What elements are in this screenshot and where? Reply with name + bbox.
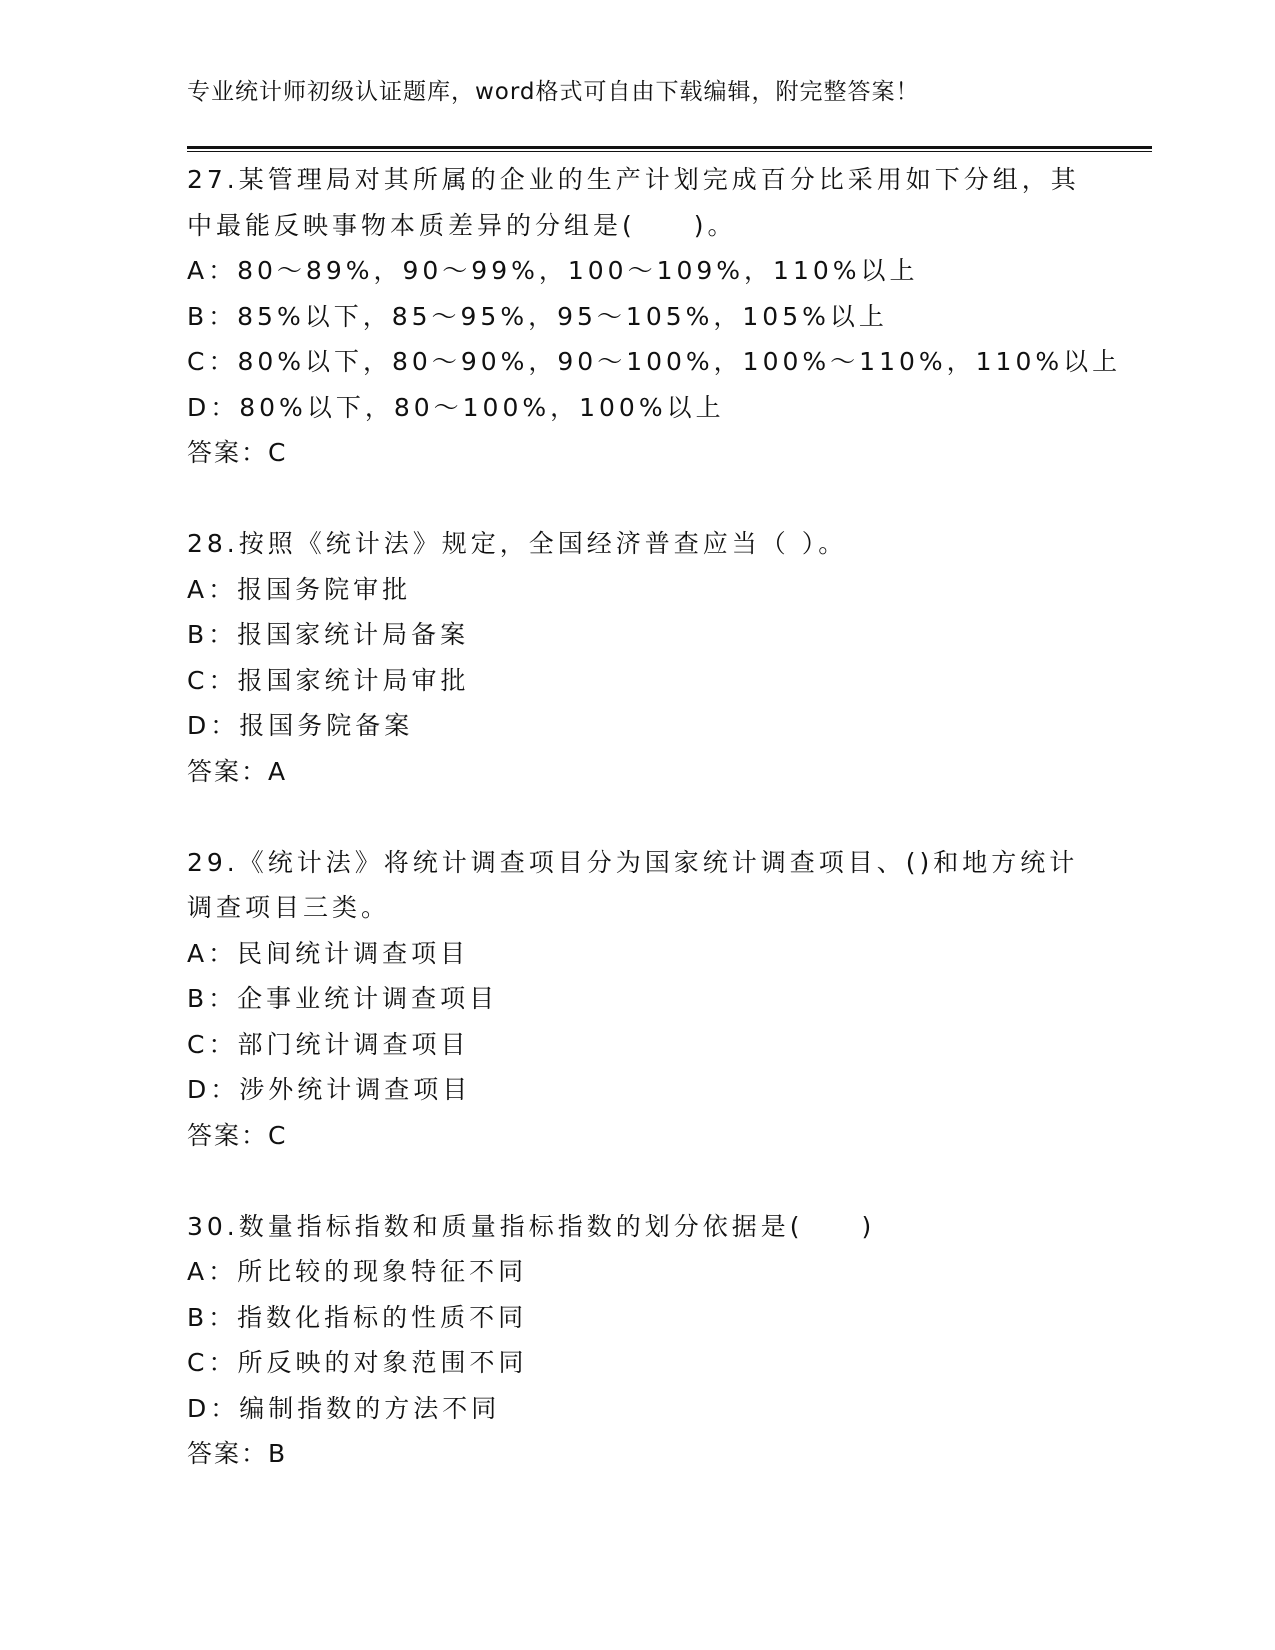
spacer — [187, 794, 1087, 840]
option-d: D：报国务院备案 — [187, 711, 414, 740]
option-b: B：企事业统计调查项目 — [187, 984, 499, 1013]
option-c: C：80%以下，80～90%，90～100%，100%～110%，110%以上 — [187, 347, 1122, 376]
option-a: A：80～89%，90～99%，100～109%，110%以上 — [187, 256, 919, 285]
option-d: D：编制指数的方法不同 — [187, 1393, 501, 1423]
question-text: 30.数量指标指数和质量指标指数的划分依据是( ) — [187, 1211, 876, 1241]
answer: 答案：C — [187, 1120, 288, 1150]
header-text: 专业统计师初级认证题库，word格式可自由下载编辑，附完整答案！ — [187, 79, 920, 105]
question-list — [187, 157, 1122, 1477]
option-b: B：指数化指标的性质不同 — [187, 1302, 528, 1332]
spacer — [187, 1158, 1087, 1204]
question-28 — [187, 521, 1087, 794]
question-text: 调查项目三类。 — [187, 893, 391, 922]
option-d: D：80%以下，80～100%，100%以上 — [187, 392, 725, 422]
option-c: C：部门统计调查项目 — [187, 1029, 470, 1059]
option-a: A：所比较的现象特征不同 — [187, 1257, 528, 1286]
answer: 答案：C — [187, 438, 288, 467]
question-29 — [187, 840, 1087, 1159]
spacer — [187, 476, 1087, 522]
question-27 — [187, 157, 1122, 476]
option-b: B：85%以下，85～95%，95～105%，105%以上 — [187, 301, 888, 331]
question-text: 28.按照《统计法》规定，全国经济普查应当（ ）。 — [187, 529, 848, 558]
answer: 答案：A — [187, 756, 288, 786]
header-rule-thin — [187, 151, 1152, 152]
option-c: C：报国家统计局审批 — [187, 665, 470, 695]
option-c: C：所反映的对象范围不同 — [187, 1348, 528, 1377]
question-text: 27.某管理局对其所属的企业的生产计划完成百分比采用如下分组，其 — [187, 165, 1080, 194]
option-b: B：报国家统计局备案 — [187, 620, 470, 649]
question-text: 29.《统计法》将统计调查项目分为国家统计调查项目、()和地方统计 — [187, 847, 1079, 877]
question-text: 中最能反映事物本质差异的分组是( )。 — [187, 210, 737, 240]
option-a: A：民间统计调查项目 — [187, 938, 470, 968]
option-a: A：报国务院审批 — [187, 574, 412, 604]
question-30 — [187, 1204, 1087, 1477]
header-rule-thick — [187, 146, 1152, 149]
option-d: D：涉外统计调查项目 — [187, 1075, 472, 1104]
answer: 答案：B — [187, 1439, 288, 1468]
